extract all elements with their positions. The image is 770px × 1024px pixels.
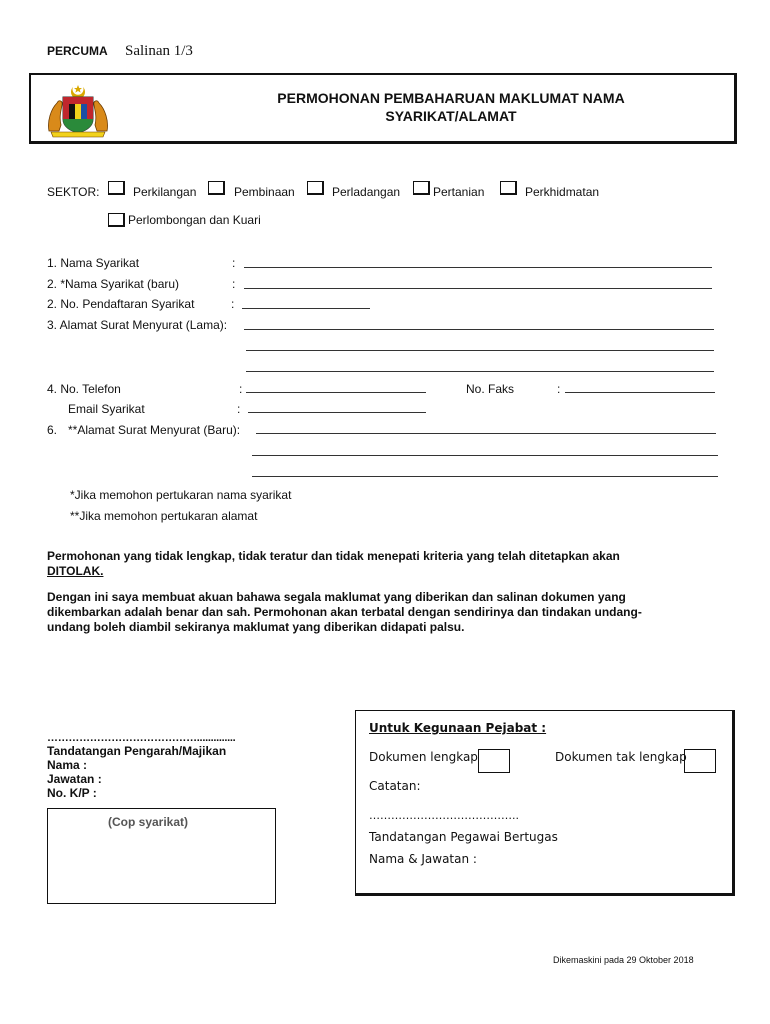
document-complete-checkbox[interactable] — [478, 749, 510, 773]
office-notes-label: Catatan: — [369, 779, 421, 793]
incomplete-warning-line-1: Permohonan yang tidak lengkap, tidak teratur dan tidak menepati kriteria yang telah ditetapkan akan — [47, 549, 620, 563]
company-name-line[interactable] — [244, 267, 712, 268]
field-label-registration-no: 2. No. Pendaftaran Syarikat — [47, 297, 195, 311]
fax-line[interactable] — [565, 392, 715, 393]
field-label-old-address: 3. Alamat Surat Menyurat (Lama): — [47, 318, 228, 332]
colon: : — [237, 402, 241, 416]
officer-signature-dots: ………………………………….. — [369, 809, 519, 822]
page-title-line-2: SYARIKAT/ALAMAT — [385, 108, 517, 124]
new-address-line-2[interactable] — [252, 455, 718, 456]
old-address-line-3[interactable] — [246, 371, 714, 372]
option-perkilangan: Perkilangan — [133, 185, 197, 199]
malaysia-coat-of-arms-icon — [45, 83, 111, 139]
field-label-new-company-name: 2. *Nama Syarikat (baru) — [47, 277, 180, 291]
signer-ic-label: No. K/P : — [47, 786, 97, 800]
field-label-email: Email Syarikat — [68, 402, 145, 416]
colon: : — [232, 277, 236, 291]
option-pertanian: Pertanian — [433, 185, 485, 199]
option-perlombongan: Perlombongan dan Kuari — [128, 213, 261, 227]
office-use-title: Untuk Kegunaan Pejabat : — [369, 721, 547, 735]
telephone-line[interactable] — [246, 392, 426, 393]
officer-signature-label: Tandatangan Pegawai Bertugas — [369, 830, 558, 844]
checkbox-perlombongan[interactable] — [108, 213, 125, 227]
signature-dots: …………………………………….............. — [47, 732, 236, 744]
declaration-line-3: undang boleh diambil sekiranya maklumat yang diberikan didapati palsu. — [47, 620, 465, 634]
company-stamp-box[interactable] — [47, 808, 276, 904]
colon: : — [232, 256, 236, 270]
note-new-address: **Jika memohon pertukaran alamat — [70, 509, 258, 523]
field-label-new-address: **Alamat Surat Menyurat (Baru): — [68, 423, 241, 437]
declaration-line-2: dikembarkan adalah benar dan sah. Permohonan akan terbatal dengan sendirinya dan tindakan undang- — [47, 605, 642, 619]
copy-label: Salinan 1/3 — [125, 43, 193, 59]
company-stamp-label: (Cop syarikat) — [108, 815, 189, 829]
registration-no-line[interactable] — [242, 308, 370, 309]
colon: : — [231, 297, 235, 311]
signer-name-label: Nama : — [47, 758, 88, 772]
last-updated: Dikemaskini pada 29 Oktober 2018 — [553, 955, 694, 965]
checkbox-pertanian[interactable] — [413, 181, 430, 195]
colon: : — [557, 382, 561, 396]
new-address-line-1[interactable] — [256, 433, 716, 434]
officer-name-position-label: Nama & Jawatan : — [369, 852, 477, 866]
signer-position-label: Jawatan : — [47, 772, 102, 786]
signature-label: Tandatangan Pengarah/Majikan — [47, 744, 227, 758]
checkbox-perkilangan[interactable] — [108, 181, 125, 195]
page-title-line-1: PERMOHONAN PEMBAHARUAN MAKLUMAT NAMA — [277, 90, 625, 106]
colon: : — [239, 382, 243, 396]
incomplete-warning-line-2: DITOLAK. — [47, 564, 104, 578]
free-label: PERCUMA — [47, 44, 108, 58]
new-address-line-3[interactable] — [252, 476, 718, 477]
option-perkhidmatan: Perkhidmatan — [525, 185, 600, 199]
checkbox-perkhidmatan[interactable] — [500, 181, 517, 195]
option-pembinaan: Pembinaan — [234, 185, 295, 199]
document-complete-label: Dokumen lengkap — [369, 750, 478, 764]
old-address-line-1[interactable] — [244, 329, 714, 330]
declaration-line-1: Dengan ini saya membuat akuan bahawa segala maklumat yang diberikan dan salinan dokumen yang — [47, 590, 626, 604]
document-incomplete-checkbox[interactable] — [684, 749, 716, 773]
checkbox-pembinaan[interactable] — [208, 181, 225, 195]
field-label-fax: No. Faks — [466, 382, 515, 396]
document-incomplete-label: Dokumen tak lengkap — [555, 750, 687, 764]
sector-label: SEKTOR: — [47, 185, 100, 199]
declaration — [47, 590, 703, 635]
title-box — [29, 73, 737, 144]
office-use-box — [355, 710, 735, 896]
incomplete-warning — [47, 549, 703, 579]
field-label-company-name: 1. Nama Syarikat — [47, 256, 140, 270]
option-perladangan: Perladangan — [332, 185, 401, 199]
old-address-line-2[interactable] — [246, 350, 714, 351]
field-label-telephone: 4. No. Telefon — [47, 382, 121, 396]
field-number-6: 6. — [47, 423, 58, 437]
new-company-name-line[interactable] — [244, 288, 712, 289]
email-line[interactable] — [248, 412, 426, 413]
note-new-name: *Jika memohon pertukaran nama syarikat — [70, 488, 292, 502]
checkbox-perladangan[interactable] — [307, 181, 324, 195]
